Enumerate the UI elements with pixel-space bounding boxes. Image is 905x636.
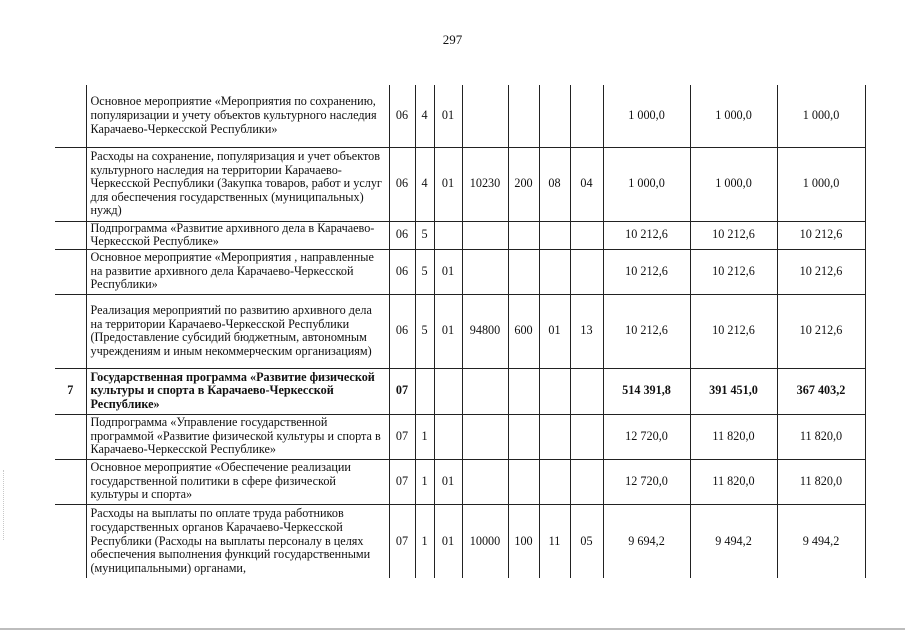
code-section-cell <box>539 85 570 147</box>
code-subprogram-cell: 5 <box>415 294 434 368</box>
amount-year1-cell: 12 720,0 <box>603 414 690 459</box>
code-section-cell <box>539 221 570 249</box>
scan-margin-marks <box>3 470 5 540</box>
code-expense-type-cell <box>508 414 539 459</box>
amount-year2-cell: 10 212,6 <box>690 249 777 294</box>
amount-year1-cell: 9 694,2 <box>603 504 690 578</box>
item-name-cell: Основное мероприятие «Обеспечение реализации государственной политики в сфере физической культуры и спорта» <box>86 459 389 504</box>
item-name-cell: Основное мероприятие «Мероприятия по сохранению, популяризации и учету объектов культурного наследия Карачаево-Черкесской Республики» <box>86 85 389 147</box>
amount-year2-cell: 10 212,6 <box>690 221 777 249</box>
table-row <box>55 85 865 147</box>
code-subsection-cell: 04 <box>570 147 603 221</box>
page-bottom-edge <box>0 628 905 630</box>
item-name-cell: Государственная программа «Развитие физической культуры и спорта в Карачаево-Черкесской Республике» <box>86 368 389 414</box>
code-subprogram-cell: 1 <box>415 459 434 504</box>
code-section-cell <box>539 368 570 414</box>
amount-year1-cell: 1 000,0 <box>603 147 690 221</box>
amount-year3-cell: 1 000,0 <box>777 85 865 147</box>
code-activity-cell: 01 <box>434 85 462 147</box>
amount-year1-cell: 12 720,0 <box>603 459 690 504</box>
code-direction-cell <box>462 414 508 459</box>
amount-year2-cell: 11 820,0 <box>690 459 777 504</box>
code-direction-cell: 94800 <box>462 294 508 368</box>
table-row <box>55 249 865 294</box>
code-program-cell: 06 <box>389 85 415 147</box>
code-section-cell <box>539 459 570 504</box>
table-row <box>55 221 865 249</box>
code-program-cell: 07 <box>389 368 415 414</box>
code-activity-cell <box>434 368 462 414</box>
code-program-cell: 07 <box>389 459 415 504</box>
code-direction-cell <box>462 459 508 504</box>
row-number-cell: 7 <box>55 368 86 414</box>
code-activity-cell: 01 <box>434 294 462 368</box>
item-name-cell: Подпрограмма «Управление государственной программой «Развитие физической культуры и спорта в Карачаево-Черкесской Республике» <box>86 414 389 459</box>
code-direction-cell <box>462 368 508 414</box>
amount-year2-cell: 9 494,2 <box>690 504 777 578</box>
code-subprogram-cell: 1 <box>415 414 434 459</box>
amount-year1-cell: 1 000,0 <box>603 85 690 147</box>
amount-year2-cell: 1 000,0 <box>690 85 777 147</box>
item-name-cell: Реализация мероприятий по развитию архивного дела на территории Карачаево-Черкесской Республики (Предоставление субсидий бюджетным, автономным учреждениям и иным некоммерческим организациям) <box>86 294 389 368</box>
amount-year3-cell: 1 000,0 <box>777 147 865 221</box>
amount-year3-cell: 11 820,0 <box>777 414 865 459</box>
code-subsection-cell <box>570 459 603 504</box>
row-number-cell <box>55 85 86 147</box>
code-subprogram-cell <box>415 368 434 414</box>
code-direction-cell: 10000 <box>462 504 508 578</box>
code-expense-type-cell <box>508 221 539 249</box>
code-activity-cell: 01 <box>434 147 462 221</box>
code-activity-cell: 01 <box>434 249 462 294</box>
row-number-cell <box>55 249 86 294</box>
code-expense-type-cell: 600 <box>508 294 539 368</box>
amount-year3-cell: 9 494,2 <box>777 504 865 578</box>
code-subsection-cell <box>570 221 603 249</box>
row-number-cell <box>55 221 86 249</box>
code-subsection-cell <box>570 249 603 294</box>
amount-year3-cell: 11 820,0 <box>777 459 865 504</box>
amount-year3-cell: 10 212,6 <box>777 249 865 294</box>
code-subprogram-cell: 1 <box>415 504 434 578</box>
budget-table <box>55 85 866 578</box>
amount-year2-cell: 11 820,0 <box>690 414 777 459</box>
code-subsection-cell <box>570 414 603 459</box>
amount-year1-cell: 10 212,6 <box>603 249 690 294</box>
row-number-cell <box>55 459 86 504</box>
code-program-cell: 06 <box>389 147 415 221</box>
code-activity-cell <box>434 414 462 459</box>
code-subprogram-cell: 5 <box>415 249 434 294</box>
amount-year3-cell: 10 212,6 <box>777 221 865 249</box>
amount-year1-cell: 10 212,6 <box>603 294 690 368</box>
page-number: 297 <box>442 32 463 47</box>
code-expense-type-cell: 200 <box>508 147 539 221</box>
amount-year2-cell: 391 451,0 <box>690 368 777 414</box>
code-section-cell <box>539 414 570 459</box>
code-program-cell: 06 <box>389 221 415 249</box>
row-number-cell <box>55 414 86 459</box>
code-subsection-cell <box>570 85 603 147</box>
amount-year1-cell: 10 212,6 <box>603 221 690 249</box>
code-expense-type-cell <box>508 459 539 504</box>
code-direction-cell <box>462 85 508 147</box>
amount-year3-cell: 10 212,6 <box>777 294 865 368</box>
code-expense-type-cell <box>508 85 539 147</box>
code-activity-cell: 01 <box>434 504 462 578</box>
code-activity-cell: 01 <box>434 459 462 504</box>
code-program-cell: 07 <box>389 414 415 459</box>
amount-year3-cell: 367 403,2 <box>777 368 865 414</box>
code-subprogram-cell: 4 <box>415 147 434 221</box>
code-direction-cell: 10230 <box>462 147 508 221</box>
item-name-cell: Расходы на сохранение, популяризация и учет объектов культурного наследия на территории Карачаево-Черкесской Республики (Закупка товаров, работ и услуг для обеспечения государственных (муниципальных) нужд) <box>86 147 389 221</box>
code-section-cell <box>539 249 570 294</box>
item-name-cell: Основное мероприятие «Мероприятия , направленные на развитие архивного дела Карачаево-Черкесской Республики» <box>86 249 389 294</box>
code-section-cell: 08 <box>539 147 570 221</box>
code-expense-type-cell <box>508 249 539 294</box>
code-subprogram-cell: 4 <box>415 85 434 147</box>
table-body <box>55 85 865 578</box>
code-subsection-cell: 05 <box>570 504 603 578</box>
row-number-cell <box>55 294 86 368</box>
table-row <box>55 294 865 368</box>
item-name-cell: Подпрограмма «Развитие архивного дела в Карачаево-Черкесской Республике» <box>86 221 389 249</box>
code-program-cell: 06 <box>389 294 415 368</box>
table-row <box>55 459 865 504</box>
table-row <box>55 147 865 221</box>
code-activity-cell <box>434 221 462 249</box>
amount-year2-cell: 10 212,6 <box>690 294 777 368</box>
code-direction-cell <box>462 221 508 249</box>
code-subsection-cell <box>570 368 603 414</box>
code-program-cell: 06 <box>389 249 415 294</box>
code-expense-type-cell: 100 <box>508 504 539 578</box>
row-number-cell <box>55 147 86 221</box>
code-section-cell: 01 <box>539 294 570 368</box>
code-expense-type-cell <box>508 368 539 414</box>
code-program-cell: 07 <box>389 504 415 578</box>
table-row <box>55 504 865 578</box>
code-subsection-cell: 13 <box>570 294 603 368</box>
table-row <box>55 368 865 414</box>
amount-year2-cell: 1 000,0 <box>690 147 777 221</box>
code-section-cell: 11 <box>539 504 570 578</box>
code-direction-cell <box>462 249 508 294</box>
code-subprogram-cell: 5 <box>415 221 434 249</box>
item-name-cell: Расходы на выплаты по оплате труда работников государственных органов Карачаево-Черкесской Республики (Расходы на выплаты персоналу в целях обеспечения выполнения функций государственными (муниципальными) органами, <box>86 504 389 578</box>
amount-year1-cell: 514 391,8 <box>603 368 690 414</box>
table-row <box>55 414 865 459</box>
row-number-cell <box>55 504 86 578</box>
